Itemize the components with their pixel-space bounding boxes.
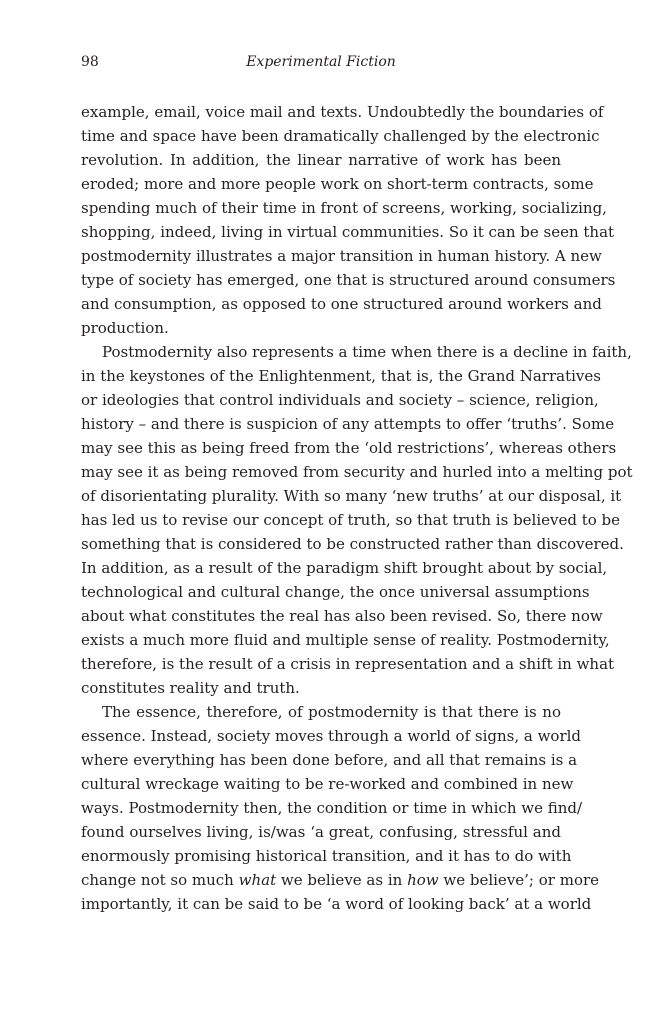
text-line (81, 772, 574, 796)
text-line (81, 364, 601, 388)
text-line (81, 148, 561, 172)
page-header (81, 52, 561, 72)
text-line (81, 244, 602, 268)
text-line (81, 124, 600, 148)
text-segment: shopping, indeed, living in virtual communities. So it can be seen that (81, 223, 615, 241)
text-segment: exists a much more fluid and multiple sense of reality. Postmodernity, (81, 631, 610, 649)
text-segment: of disorientating plurality. With so many ‘new truths’ at our disposal, it (81, 487, 622, 505)
text-segment: change not so much (81, 871, 239, 889)
text-segment: In addition, as a result of the paradigm shift brought about by social, (81, 559, 608, 577)
text-line (81, 220, 615, 244)
text-segment: we believe as in (276, 871, 408, 889)
text-line (81, 412, 615, 436)
text-segment: type of society has emerged, one that is structured around consumers (81, 271, 616, 289)
italic-text: what (238, 871, 277, 889)
text-segment: production. (81, 319, 169, 337)
text-line (81, 100, 604, 124)
text-line (81, 508, 621, 532)
text-segment: found ourselves living, is/was ‘a great, confusing, stressful and (81, 823, 561, 841)
text-segment: example, email, voice mail and texts. Undoubtedly the boundaries of (81, 103, 604, 121)
text-segment: and consumption, as opposed to one structured around workers and (81, 295, 602, 313)
text-segment: technological and cultural change, the once universal assumptions (81, 583, 590, 601)
text-line (81, 484, 622, 508)
text-line (81, 892, 592, 916)
text-segment: spending much of their time in front of screens, working, socializing, (81, 199, 607, 217)
text-segment: importantly, it can be said to be ‘a word of looking back’ at a world (81, 895, 592, 913)
text-line (81, 196, 607, 220)
text-segment: enormously promising historical transition, and it has to do with (81, 847, 572, 865)
text-line (81, 172, 594, 196)
text-line (81, 652, 615, 676)
body-text (81, 100, 633, 916)
text-segment: The essence, therefore, of postmodernity is that there is no (102, 703, 561, 721)
text-segment: constitutes reality and truth. (81, 679, 300, 697)
text-line (81, 796, 583, 820)
text-line (81, 316, 561, 340)
text-line (81, 628, 610, 652)
text-segment: time and space have been dramatically challenged by the electronic (81, 127, 600, 145)
text-segment: revolution. In addition, the linear narrative of work has been (81, 151, 561, 169)
text-segment: may see it as being removed from security and hurled into a melting pot (81, 463, 633, 481)
text-line (81, 340, 632, 364)
text-line (81, 700, 561, 724)
text-line (81, 388, 599, 412)
text-segment: has led us to revise our concept of truth, so that truth is believed to be (81, 511, 621, 529)
text-segment: in the keystones of the Enlightenment, that is, the Grand Narratives (81, 367, 601, 385)
text-segment: cultural wreckage waiting to be re-worked and combined in new (81, 775, 574, 793)
text-segment: essence. Instead, society moves through a world of signs, a world (81, 727, 582, 745)
text-segment: therefore, is the result of a crisis in representation and a shift in what (81, 655, 615, 673)
text-line (81, 268, 616, 292)
text-line (81, 436, 617, 460)
italic-text: how (407, 871, 439, 889)
text-line (81, 748, 578, 772)
text-segment: may see this as being freed from the ‘old restrictions’, whereas others (81, 439, 617, 457)
text-line (81, 460, 633, 484)
text-line (81, 844, 572, 868)
text-line (81, 868, 600, 892)
text-segment: about what constitutes the real has also been revised. So, there now (81, 607, 603, 625)
text-line (81, 820, 561, 844)
text-line (81, 292, 602, 316)
text-line (81, 676, 561, 700)
text-line (81, 556, 608, 580)
text-line (81, 532, 624, 556)
text-segment: postmodernity illustrates a major transition in human history. A new (81, 247, 602, 265)
text-segment: something that is considered to be constructed rather than discovered. (81, 535, 624, 553)
text-segment: we believe’; or more (438, 871, 600, 889)
text-line (81, 580, 590, 604)
text-segment: where everything has been done before, and all that remains is a (81, 751, 578, 769)
running-title: Experimental Fiction (246, 54, 396, 70)
text-segment: eroded; more and more people work on short-term contracts, some (81, 175, 594, 193)
text-segment: ways. Postmodernity then, the condition or time in which we find/ (81, 799, 583, 817)
text-segment: or ideologies that control individuals and society – science, religion, (81, 391, 599, 409)
text-line (81, 604, 603, 628)
text-segment: Postmodernity also represents a time when there is a decline in faith, (102, 343, 632, 361)
text-segment: history – and there is suspicion of any attempts to offer ‘truths’. Some (81, 415, 615, 433)
page-number: 98 (81, 54, 99, 70)
text-line (81, 724, 582, 748)
